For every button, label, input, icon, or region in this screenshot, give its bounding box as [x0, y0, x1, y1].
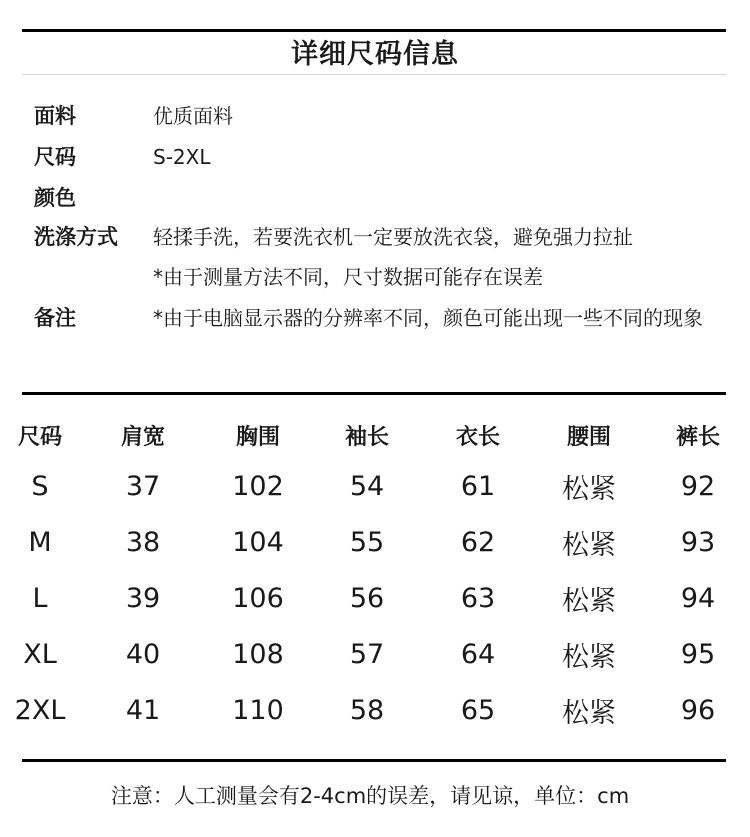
measure-note-row — [34, 257, 734, 297]
cell-shoulder: 37 — [125, 470, 161, 502]
cell-shoulder: 38 — [125, 526, 161, 558]
cell-chest: 108 — [232, 638, 284, 670]
cell-pants-length: 94 — [680, 582, 716, 614]
cell-shoulder: 39 — [125, 582, 161, 614]
cell-sleeve: 56 — [349, 582, 385, 614]
cell-size: XL — [23, 638, 57, 670]
cell-sleeve: 54 — [349, 470, 385, 502]
cell-waist: 松紧 — [562, 585, 616, 617]
cell-waist: 松紧 — [562, 697, 616, 729]
header-size: 尺码 — [17, 424, 62, 450]
cell-waist: 松紧 — [562, 529, 616, 561]
cell-chest: 106 — [232, 582, 284, 614]
header-waist: 腰围 — [566, 424, 611, 450]
cell-size: L — [32, 582, 48, 614]
wash-label: 洗涤方式 — [34, 225, 118, 249]
cell-size: 2XL — [14, 694, 66, 726]
remark-row — [34, 298, 734, 378]
title-divider — [22, 74, 726, 75]
table-row — [0, 570, 750, 626]
cell-pants-length: 93 — [680, 526, 716, 558]
fabric-value: 优质面料 — [153, 104, 233, 128]
page-title: 详细尺码信息 — [291, 39, 459, 70]
cell-sleeve: 55 — [349, 526, 385, 558]
color-label: 颜色 — [34, 186, 76, 210]
wash-value: 轻揉手洗，若要洗衣机一定要放洗衣袋，避免强力拉扯 — [153, 225, 633, 249]
cell-waist: 松紧 — [562, 641, 616, 673]
cell-pants-length: 96 — [680, 694, 716, 726]
cell-shoulder: 41 — [125, 694, 161, 726]
cell-sleeve: 57 — [349, 638, 385, 670]
header-pants-length: 裤长 — [675, 424, 720, 450]
measure-note: *由于测量方法不同，尺寸数据可能存在误差 — [153, 265, 543, 289]
wash-row — [34, 217, 734, 257]
table-row — [0, 626, 750, 682]
table-row — [0, 514, 750, 570]
cell-size: M — [28, 526, 52, 558]
header-chest: 胸围 — [235, 424, 280, 450]
table-row — [0, 458, 750, 514]
cell-size: S — [31, 470, 49, 502]
footer-note: 注意：人工测量会有2-4cm的误差，请见谅，单位：cm — [110, 784, 630, 808]
cell-sleeve: 58 — [349, 694, 385, 726]
size-table — [0, 412, 750, 738]
fabric-label: 面料 — [34, 104, 76, 128]
cell-length: 63 — [460, 582, 496, 614]
table-divider — [22, 759, 726, 762]
cell-length: 62 — [460, 526, 496, 558]
size-value: S-2XL — [153, 145, 211, 169]
header-sleeve: 袖长 — [344, 424, 389, 450]
header-shoulder: 肩宽 — [120, 424, 165, 450]
cell-length: 61 — [460, 470, 496, 502]
size-label: 尺码 — [34, 145, 76, 169]
header-length: 衣长 — [455, 424, 500, 450]
cell-length: 64 — [460, 638, 496, 670]
cell-pants-length: 95 — [680, 638, 716, 670]
cell-waist: 松紧 — [562, 473, 616, 505]
remark-value: *由于电脑显示器的分辨率不同，颜色可能出现一些不同的现象 — [153, 306, 703, 330]
size-row — [34, 137, 734, 177]
cell-shoulder: 40 — [125, 638, 161, 670]
cell-chest: 110 — [232, 694, 284, 726]
table-row — [0, 682, 750, 738]
cell-length: 65 — [460, 694, 496, 726]
fabric-row — [34, 96, 734, 136]
size-table-header — [0, 412, 750, 458]
cell-chest: 104 — [232, 526, 284, 558]
cell-chest: 102 — [232, 470, 284, 502]
color-row — [34, 178, 734, 218]
info-divider — [22, 392, 726, 395]
remark-label: 备注 — [34, 306, 76, 330]
cell-pants-length: 92 — [680, 470, 716, 502]
